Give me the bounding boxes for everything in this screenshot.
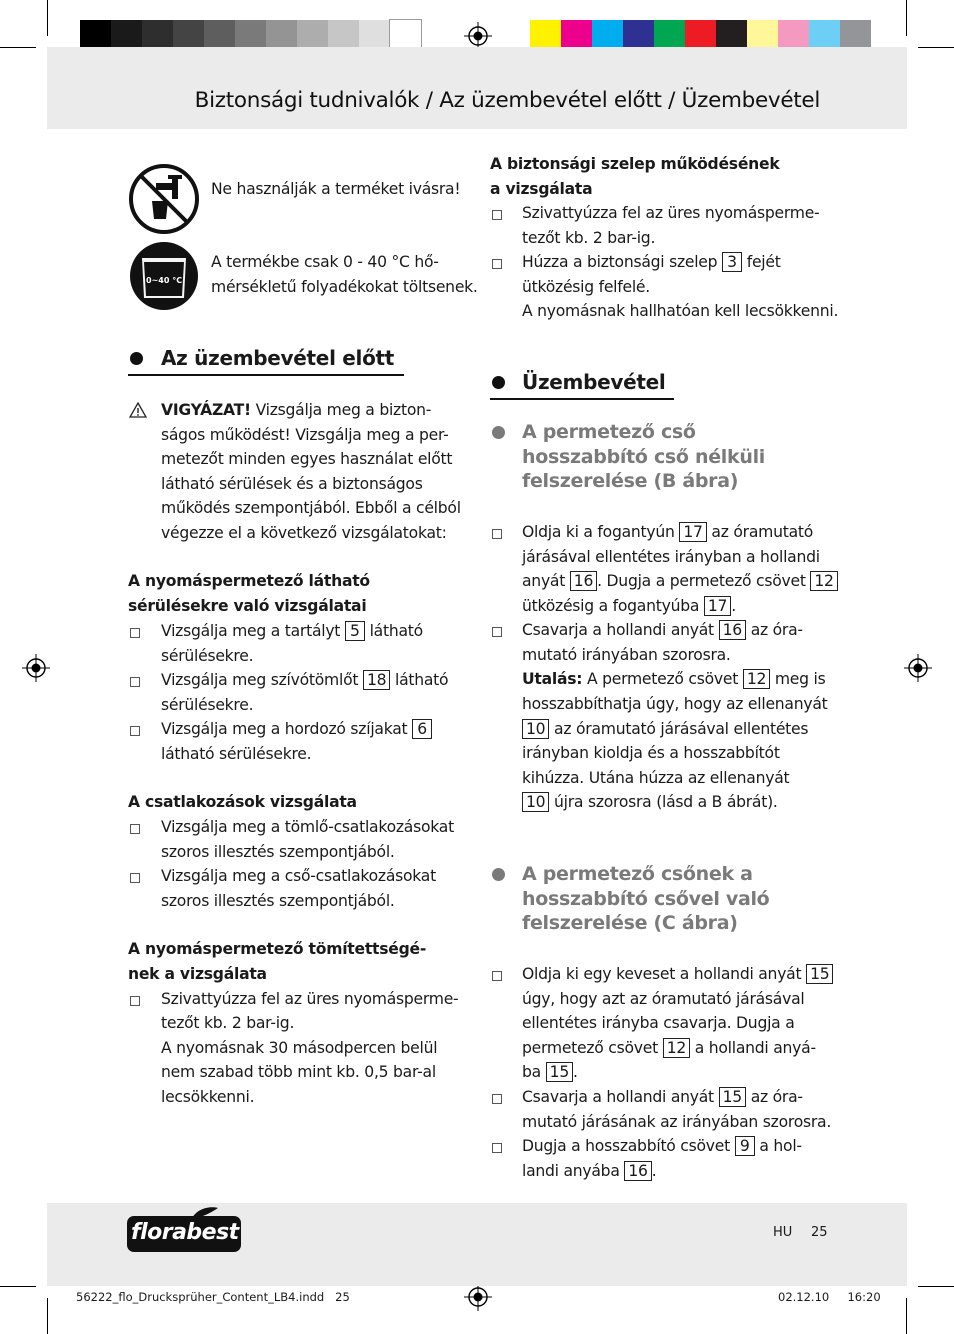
- icon2-text-line-2: mérsékletű folyadékokat töltsenek.: [211, 278, 478, 296]
- part-number: 17: [704, 596, 731, 616]
- checkbox-icon: [492, 210, 502, 220]
- note-label: Utalás:: [522, 670, 583, 688]
- subheading-seal-test: A nyomáspermetező tömítettségé-: [128, 940, 427, 958]
- icon2-text-line-1: A termékbe csak 0 - 40 °C hő-: [211, 253, 439, 271]
- list-item-cont: mutató járásának az irányában szorosra.: [522, 1113, 832, 1131]
- registration-mark-icon: [904, 654, 932, 682]
- crop-mark: [0, 1286, 36, 1287]
- crop-mark: [47, 0, 48, 36]
- registration-mark-icon: [464, 22, 492, 50]
- part-number: 15: [719, 1087, 746, 1107]
- checkbox-icon: [492, 259, 502, 269]
- checkbox-icon: [492, 529, 502, 539]
- section-b-title-2: hosszabbító cső nélküli: [522, 446, 765, 468]
- page-number: 25: [811, 1225, 828, 1240]
- list-item-cont: landi anyába 16 .: [522, 1162, 657, 1180]
- print-date: 02.12.10 16:20: [778, 1290, 881, 1304]
- list-item: Dugja a hosszabbító csövet 9 a hol-: [522, 1137, 802, 1155]
- subheading-safety-valve-2: a vizsgálata: [490, 180, 593, 198]
- list-item-cont: ba 15 .: [522, 1063, 578, 1081]
- list-item-cont: úgy, hogy azt az óramutató járásával: [522, 990, 805, 1008]
- warning-line-4: látható sérülések és a biztonságos: [161, 475, 423, 493]
- registration-mark-icon: [22, 654, 50, 682]
- checkbox-icon: [492, 627, 502, 637]
- section-c-title-1: A permetező csőnek a: [522, 863, 753, 885]
- section-title-operation: Üzembevétel: [522, 370, 666, 394]
- list-item-cont: szoros illesztés szempontjából.: [161, 843, 395, 861]
- checkbox-icon: [130, 726, 140, 736]
- part-number: 15: [546, 1062, 573, 1082]
- file-info: 56222_flo_Drucksprüher_Content_LB4.indd 25: [76, 1290, 350, 1304]
- section-underline: [128, 374, 404, 376]
- section-bullet: [492, 868, 505, 881]
- checkbox-icon: [492, 971, 502, 981]
- part-number: 12: [810, 571, 837, 591]
- checkbox-icon: [492, 1094, 502, 1104]
- list-item-cont: irányban kioldja és a hosszabbítót: [522, 744, 780, 762]
- leaf-icon: [190, 1206, 220, 1220]
- subheading-seal-test-2: nek a vizsgálata: [128, 965, 267, 983]
- list-item-cont: ellentétes irányba csavarja. Dugja a: [522, 1014, 795, 1032]
- crop-mark: [918, 1286, 954, 1287]
- part-number: 16: [624, 1161, 651, 1181]
- list-item-cont: hosszabbíthatja úgy, hogy az ellenanyát: [522, 695, 828, 713]
- list-item-cont: ütközésig a fogantyúba 17 .: [522, 597, 736, 615]
- list-item: Vizsgálja meg a tartályt 5 látható: [161, 622, 423, 640]
- checkbox-icon: [130, 873, 140, 883]
- list-item-cont: látható sérülésekre.: [161, 745, 312, 763]
- list-item: Vizsgálja meg a hordozó szíjakat 6: [161, 717, 432, 742]
- section-title-before-use: Az üzembevétel előtt: [161, 346, 395, 370]
- section-bullet: [492, 376, 505, 389]
- section-underline: [490, 398, 674, 400]
- part-number: 12: [663, 1038, 690, 1058]
- checkbox-icon: [130, 824, 140, 834]
- part-number: 9: [735, 1136, 755, 1156]
- list-item-cont: szoros illesztés szempontjából.: [161, 892, 395, 910]
- list-item: Vizsgálja meg a cső-csatlakozásokat: [161, 867, 436, 885]
- list-item-cont: járásával ellentétes irányban a hollandi: [522, 548, 820, 566]
- list-item-cont: mutató irányában szorosra.: [522, 646, 731, 664]
- list-item-cont: Utalás: A permetező csövet 12 meg is: [522, 670, 826, 688]
- brand-logo-text: florabest: [131, 1220, 239, 1245]
- part-number: 6: [412, 719, 432, 739]
- page-title: Biztonsági tudnivalók / Az üzembevétel előtt / Üzembevétel: [194, 88, 820, 113]
- part-number: 12: [743, 669, 770, 689]
- list-item-cont: A nyomásnak 30 másodpercen belül: [161, 1039, 438, 1057]
- warning-line-1: VIGYÁZAT! Vizsgálja meg a bizton-: [161, 401, 432, 419]
- checkbox-icon: [492, 1143, 502, 1153]
- section-b-title-1: A permetező cső: [522, 421, 696, 443]
- list-item: Húzza a biztonsági szelep 3 fejét: [522, 253, 781, 271]
- section-bullet: [130, 352, 143, 365]
- list-item-cont: 10 újra szorosra (lásd a B ábrát).: [522, 790, 778, 815]
- list-item: Szivattyúzza fel az üres nyomásperme-: [161, 990, 459, 1008]
- list-item-cont: sérülésekre.: [161, 696, 254, 714]
- list-item-cont: ütközésig felfelé.: [522, 278, 650, 296]
- subheading-visual-check-2: sérülésekre való vizsgálatai: [128, 597, 367, 615]
- list-item-cont: tezőt kb. 2 bar-ig.: [161, 1014, 295, 1032]
- list-item-cont: tezőt kb. 2 bar-ig.: [522, 229, 656, 247]
- list-item-cont: anyát 16 . Dugja a permetező csövet 12: [522, 569, 838, 594]
- part-number: 5: [345, 621, 365, 641]
- crop-mark: [906, 1298, 907, 1334]
- part-number: 10: [522, 792, 549, 812]
- warning-line-2: ságos működést! Vizsgálja meg a per-: [161, 426, 449, 444]
- list-item-cont: lecsökkenni.: [161, 1088, 255, 1106]
- no-drinking-icon: [128, 163, 200, 235]
- list-item: Csavarja a hollandi anyát 16 az óra-: [522, 621, 803, 639]
- list-item-cont: kihúzza. Utána húzza az ellenanyát: [522, 769, 790, 787]
- section-b-title-3: felszerelése (B ábra): [522, 470, 739, 492]
- crop-mark: [906, 0, 907, 36]
- list-item-cont: A nyomásnak hallhatóan kell lecsökkenni.: [522, 302, 839, 320]
- subheading-safety-valve: A biztonsági szelep működésének: [490, 155, 780, 173]
- list-item-cont: permetező csövet 12 a hollandi anyá-: [522, 1039, 816, 1057]
- icon1-text: Ne használják a terméket ivásra!: [211, 180, 461, 198]
- warning-line-3: metezőt minden egyes használat előtt: [161, 450, 453, 468]
- checkbox-icon: [130, 628, 140, 638]
- part-number: 16: [570, 571, 597, 591]
- part-number: 17: [679, 522, 706, 542]
- list-item-cont: sérülésekre.: [161, 647, 254, 665]
- list-item-cont: 10 az óramutató járásával ellentétes: [522, 717, 808, 742]
- list-item: Szivattyúzza fel az üres nyomásperme-: [522, 204, 820, 222]
- list-item: Vizsgálja meg a tömlő-csatlakozásokat: [161, 818, 454, 836]
- list-item: Oldja ki a fogantyún 17 az óramutató: [522, 523, 814, 541]
- list-item: Vizsgálja meg szívótömlőt 18 látható: [161, 671, 449, 689]
- checkbox-icon: [130, 996, 140, 1006]
- warning-line-5: működés szempontjából. Ebből a célból: [161, 499, 461, 517]
- subheading-connections: A csatlakozások vizsgálata: [128, 793, 357, 811]
- list-item: Csavarja a hollandi anyát 15 az óra-: [522, 1088, 803, 1106]
- crop-mark: [0, 47, 36, 48]
- list-item: Oldja ki egy keveset a hollandi anyát 15: [522, 962, 833, 987]
- warning-line-6: végezze el a következő vizsgálatokat:: [161, 524, 447, 542]
- crop-mark: [918, 47, 954, 48]
- section-c-title-2: hosszabbító csővel való: [522, 888, 770, 910]
- language-code: HU: [773, 1225, 793, 1240]
- subheading-visual-check: A nyomáspermetező látható: [128, 572, 370, 590]
- temperature-icon-label: 0~40 °C: [146, 276, 183, 285]
- part-number: 16: [719, 620, 746, 640]
- crop-mark: [47, 1298, 48, 1334]
- part-number: 10: [522, 719, 549, 739]
- section-bullet: [492, 426, 505, 439]
- list-item-cont: nem szabad több mint kb. 0,5 bar-al: [161, 1063, 436, 1081]
- part-number: 18: [363, 670, 390, 690]
- registration-mark-icon: [464, 1283, 492, 1311]
- section-c-title-3: felszerelése (C ábra): [522, 912, 738, 934]
- warning-label: VIGYÁZAT!: [161, 401, 251, 419]
- part-number: 15: [806, 964, 833, 984]
- part-number: 3: [722, 252, 742, 272]
- warning-icon: [129, 402, 147, 418]
- checkbox-icon: [130, 677, 140, 687]
